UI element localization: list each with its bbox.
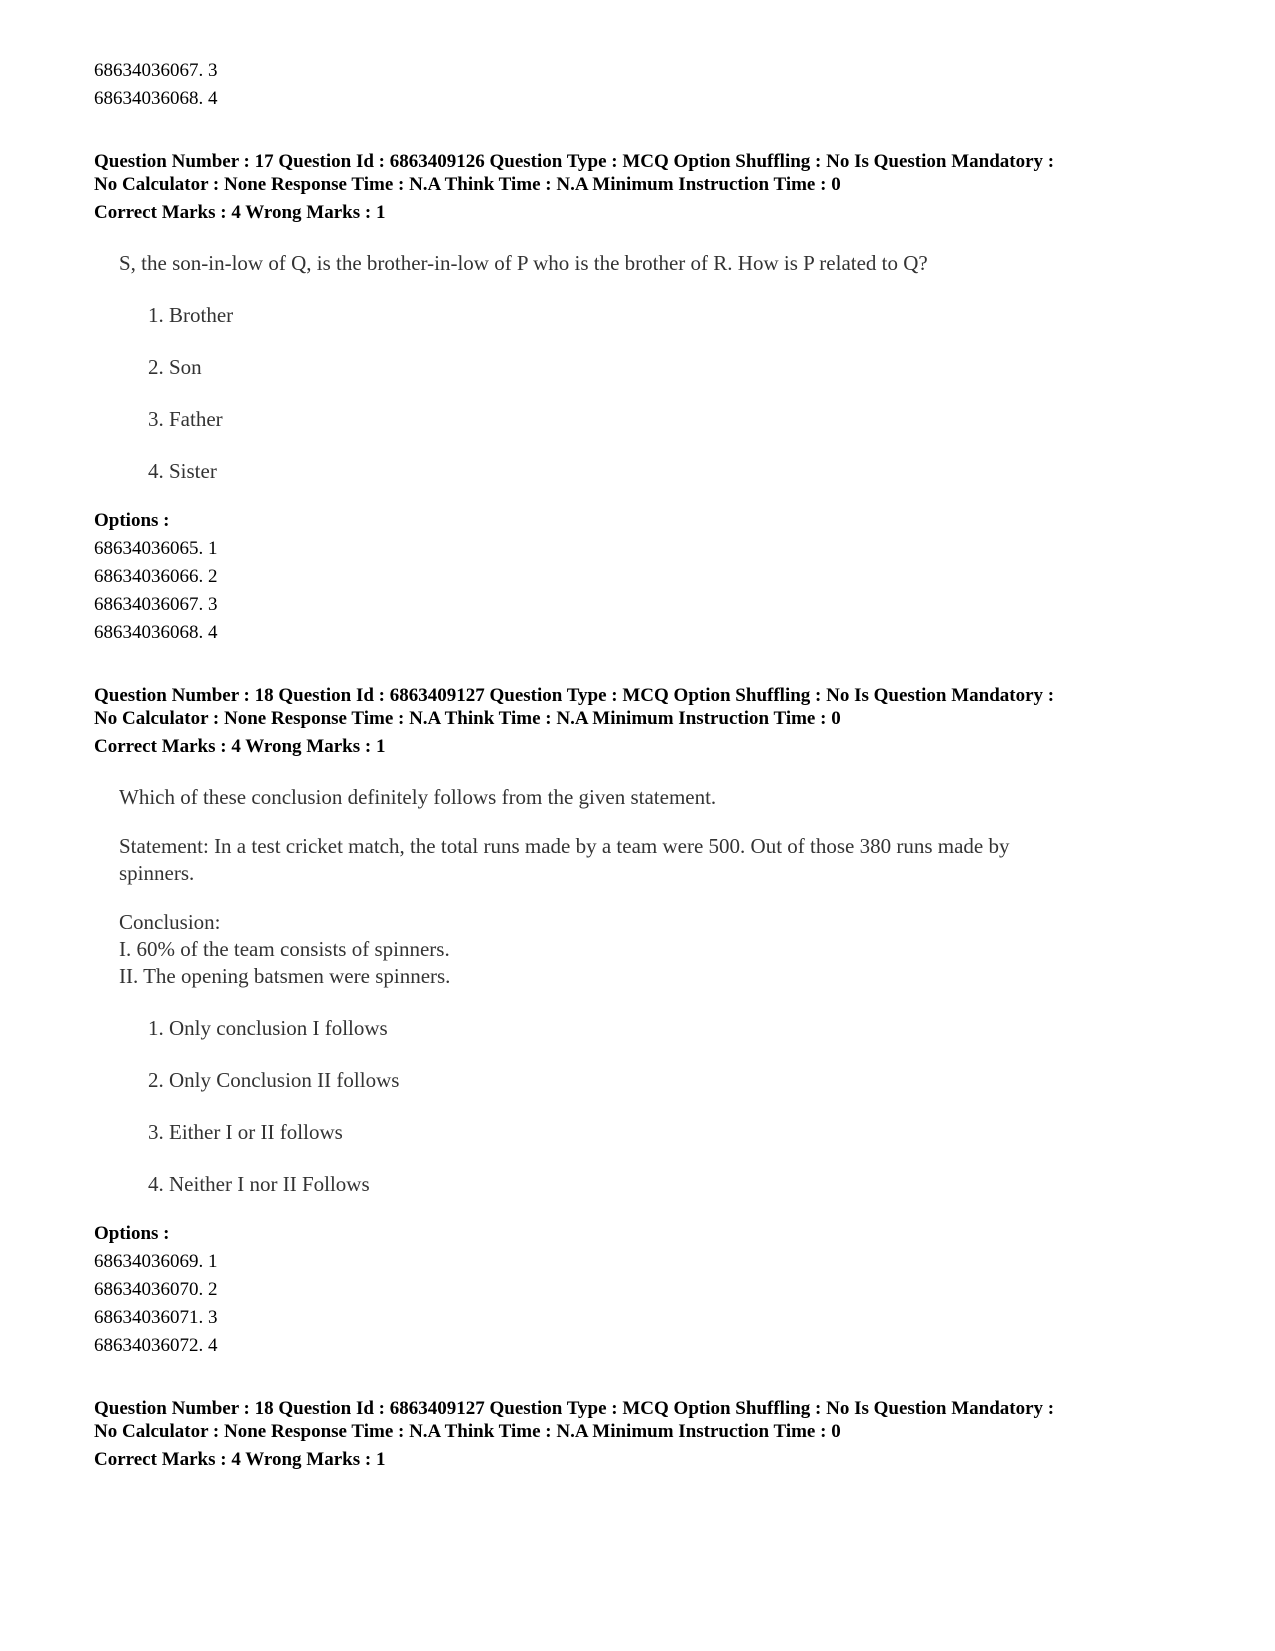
question-meta-line2: No Calculator : None Response Time : N.A Think Time : N.A Minimum Instruction Time : 0 bbox=[94, 1421, 841, 1442]
question-meta-line2: No Calculator : None Response Time : N.A Think Time : N.A Minimum Instruction Time : 0 bbox=[94, 174, 841, 195]
question-meta-line2: No Calculator : None Response Time : N.A Think Time : N.A Minimum Instruction Time : 0 bbox=[94, 708, 841, 729]
question-text: Which of these conclusion definitely follows from the given statement. bbox=[119, 785, 717, 809]
answer-choice: 4. Neither I nor II Follows bbox=[148, 1172, 370, 1196]
answer-choice: 2. Son bbox=[148, 355, 202, 379]
question-marks: Correct Marks : 4 Wrong Marks : 1 bbox=[94, 736, 386, 757]
conclusion-item: I. 60% of the team consists of spinners. bbox=[119, 937, 450, 961]
question-meta-line1: Question Number : 18 Question Id : 6863409127 Question Type : MCQ Option Shuffling : No Is Question Mandatory : bbox=[94, 1398, 1055, 1419]
options-label: Options : bbox=[94, 510, 170, 531]
question-text: S, the son-in-low of Q, is the brother-in-low of P who is the brother of R. How is P related to Q? bbox=[119, 251, 928, 275]
statement-line: spinners. bbox=[119, 861, 195, 885]
options-label: Options : bbox=[94, 1223, 170, 1244]
option-id-line: 68634036066. 2 bbox=[94, 566, 218, 587]
conclusion-item: II. The opening batsmen were spinners. bbox=[119, 964, 451, 988]
option-id-line: 68634036065. 1 bbox=[94, 538, 218, 559]
conclusion-label: Conclusion: bbox=[119, 910, 221, 934]
option-id-line: 68634036070. 2 bbox=[94, 1279, 218, 1300]
option-id-line: 68634036069. 1 bbox=[94, 1251, 218, 1272]
option-id-line: 68634036067. 3 bbox=[94, 60, 218, 81]
answer-choice: 1. Brother bbox=[148, 303, 234, 327]
question-meta-line1: Question Number : 17 Question Id : 6863409126 Question Type : MCQ Option Shuffling : No Is Question Mandatory : bbox=[94, 151, 1055, 172]
answer-choice: 2. Only Conclusion II follows bbox=[148, 1068, 400, 1092]
option-id-line: 68634036067. 3 bbox=[94, 594, 218, 615]
question-marks: Correct Marks : 4 Wrong Marks : 1 bbox=[94, 202, 386, 223]
answer-choice: 1. Only conclusion I follows bbox=[148, 1016, 388, 1040]
option-id-line: 68634036068. 4 bbox=[94, 622, 218, 643]
question-meta-line1: Question Number : 18 Question Id : 6863409127 Question Type : MCQ Option Shuffling : No Is Question Mandatory : bbox=[94, 685, 1055, 706]
option-id-line: 68634036071. 3 bbox=[94, 1307, 218, 1328]
option-id-line: 68634036068. 4 bbox=[94, 88, 218, 109]
answer-choice: 3. Father bbox=[148, 407, 223, 431]
statement-line: Statement: In a test cricket match, the total runs made by a team were 500. Out of those 380 runs made by bbox=[119, 834, 1010, 858]
answer-choice: 4. Sister bbox=[148, 459, 217, 483]
option-id-line: 68634036072. 4 bbox=[94, 1335, 218, 1356]
question-marks: Correct Marks : 4 Wrong Marks : 1 bbox=[94, 1449, 386, 1470]
answer-choice: 3. Either I or II follows bbox=[148, 1120, 343, 1144]
